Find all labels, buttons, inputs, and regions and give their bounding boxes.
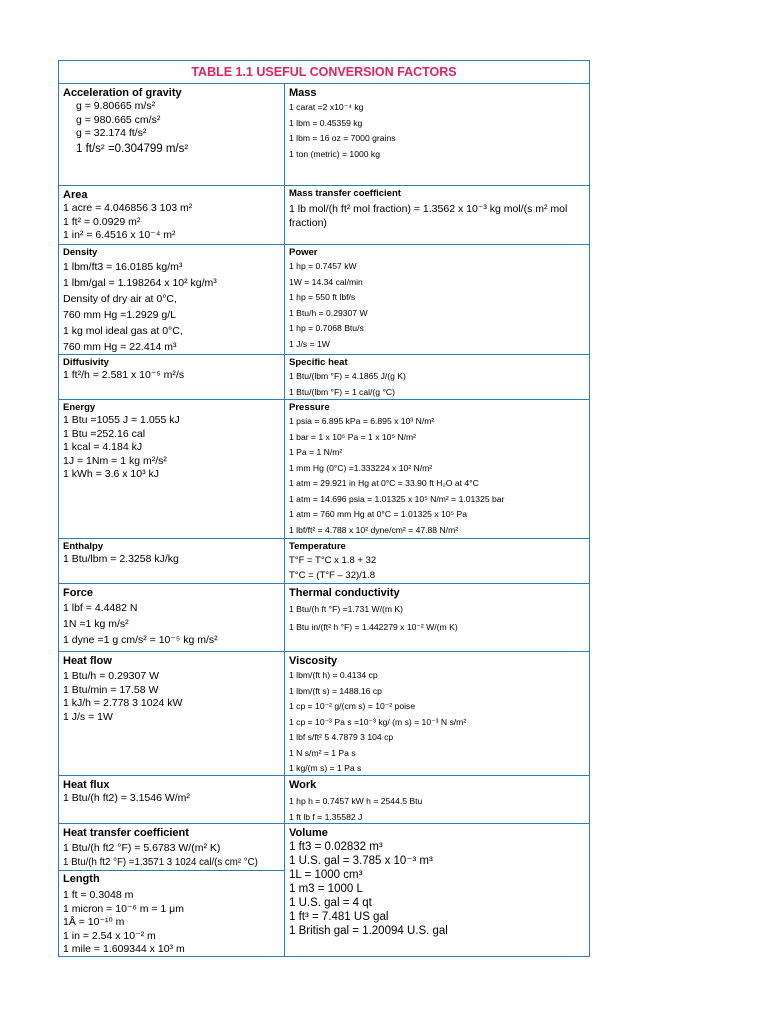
conversion-line: 1 in² = 6.4516 x 10⁻⁴ m²: [63, 229, 176, 241]
conversion-line: 1 cp = 10⁻³ Pa s =10⁻³ kg/ (m s) = 10⁻³ N s/m²: [289, 716, 467, 727]
conversion-line: 1J = 1Nm = 1 kg m²/s²: [63, 454, 167, 467]
section-heading: Work: [289, 779, 317, 791]
section-heading: Temperature: [289, 541, 346, 552]
conversion-line: 1 ton (metric) = 1000 kg: [289, 148, 380, 159]
table-row: [59, 245, 589, 355]
conversion-line: 1 lbf = 4.4482 N: [63, 602, 138, 614]
section-heading: Pressure: [289, 402, 330, 413]
conversion-line: 1 ft/s² =0.304799 m/s²: [76, 142, 189, 155]
conversion-line: 760 mm Hg =1.2929 g/L: [63, 309, 176, 321]
conversion-line: 1 atm = 29.921 in Hg at 0°C = 33.90 ft H₂O at 4°C: [289, 478, 479, 488]
section-heading: Density: [63, 247, 98, 258]
cell-thermal-conductivity: [285, 584, 589, 651]
cell-mass: [285, 84, 589, 185]
conversion-line: 1 British gal = 1.20094 U.S. gal: [289, 925, 448, 937]
cell-heat-transfer-coefficient-and-length: [59, 824, 285, 956]
cell-viscosity: [285, 652, 589, 775]
cell-acceleration-of-gravity: [59, 84, 285, 185]
table-row: [59, 584, 589, 652]
conversion-line: 1 m3 = 1000 L: [289, 883, 363, 895]
section-heading: Area: [63, 189, 88, 201]
conversion-line: 1 Btu/(h ft °F) =1.731 W/(m K): [289, 604, 403, 614]
conversion-line: 1 lbm/gal = 1.198264 x 10² kg/m³: [63, 277, 217, 289]
section-heading: Energy: [63, 402, 96, 413]
cell-enthalpy: [59, 539, 285, 583]
conversion-line: g = 9.80665 m/s²: [76, 100, 156, 112]
conversion-line: 1 lbm/(ft h) = 0.4134 cp: [289, 670, 378, 680]
conversion-line: T°F = T°C x 1.8 + 32: [289, 555, 377, 566]
conversion-line: 1 ft² = 0.0929 m²: [63, 215, 141, 228]
conversion-line: 1 Btu/(h ft2) = 3.1546 W/m²: [63, 792, 190, 804]
section-heading: Mass transfer coefficient: [289, 188, 401, 199]
conversion-line: 1 lbf s/ft² 5 4.7879 3 104 cp: [289, 732, 394, 742]
cell-force: [59, 584, 285, 651]
cell-power: [285, 245, 589, 354]
cell-mass-transfer-coefficient: [285, 186, 589, 244]
conversion-line: 1 lbm = 0.45359 kg: [289, 117, 363, 128]
cell-diffusivity: [59, 355, 285, 399]
section-heading: Heat transfer coefficient: [63, 827, 189, 839]
conversion-line: Density of dry air at 0°C,: [63, 293, 177, 305]
section-heading: Length: [63, 873, 100, 885]
section-heading: Specific heat: [289, 357, 348, 368]
conversion-line: g = 32.174 ft/s²: [76, 127, 147, 139]
section-heading: Viscosity: [289, 655, 338, 667]
table-row: [59, 355, 589, 400]
conversion-line: 1N =1 kg m/s²: [63, 618, 129, 630]
cell-density: [59, 245, 285, 354]
conversion-line: 1 dyne =1 g cm/s² = 10⁻⁵ kg m/s²: [63, 634, 218, 646]
table-row: [59, 400, 589, 539]
section-heading: Heat flow: [63, 655, 112, 667]
conversion-line: 1 Btu in/(ft² h °F) = 1.442279 x 10⁻² W/(m K): [289, 622, 458, 632]
conversion-line: g = 980.665 cm/s²: [76, 113, 161, 126]
cell-specific-heat: [285, 355, 589, 399]
conversion-line: 1 Btu/(h ft2 °F) = 5.6783 W/(m² K): [63, 842, 221, 854]
conversion-line: T°C = (T°F – 32)/1.8: [289, 570, 375, 581]
table-row: [59, 186, 589, 245]
conversion-line: 1 lb mol/(h ft² mol fraction) = 1.3562 x 10⁻³ kg mol/(s m² mol: [289, 203, 568, 215]
conversion-line: 1Å = 10⁻¹⁰ m: [63, 916, 125, 928]
conversion-line: 1 U.S. gal = 4 qt: [289, 897, 372, 909]
conversion-line: 1 kg mol ideal gas at 0°C,: [63, 325, 183, 337]
conversion-line: 1 mile = 1.609344 x 10³ m: [63, 943, 185, 955]
conversion-line: 1 Btu/(lbm °F) = 4.1865 J/(g K): [289, 371, 406, 381]
conversion-line: 1 Btu/h = 0.29307 W: [63, 670, 160, 682]
section-heading: Force: [63, 587, 93, 599]
conversion-line: 1 ft³ = 7.481 US gal: [289, 911, 389, 923]
table-row: [59, 776, 589, 824]
conversion-line: 1W = 14.34 cal/min: [289, 276, 363, 287]
conversion-line: 1L = 1000 cm³: [289, 869, 363, 881]
length-section: [59, 870, 284, 956]
conversion-line: 1 Btu/h = 0.29307 W: [289, 307, 368, 318]
conversion-line: 760 mm Hg = 22.414 m³: [63, 341, 177, 353]
conversion-line: 1 hp = 550 ft lbf/s: [289, 292, 356, 302]
conversion-line: 1 lbf/ft² = 4.788 x 10² dyne/cm² = 47.88 N/m²: [289, 524, 459, 535]
conversion-line: 1 J/s = 1W: [63, 710, 113, 723]
conversion-line: 1 Btu/(h ft2 °F) =1.3571 3 1024 cal/(s cm² °C): [63, 856, 258, 868]
cell-heat-flux: [59, 776, 285, 823]
conversion-line: 1 ft = 0.3048 m: [63, 889, 134, 901]
conversion-line: 1 bar = 1 x 10⁵ Pa = 1 x 10⁵ N/m²: [289, 431, 417, 442]
section-heading: Mass: [289, 87, 317, 99]
conversion-line: 1 lbm = 16 oz = 7000 grains: [289, 133, 396, 143]
conversion-line: 1 ft lb f = 1.35582 J: [289, 811, 363, 822]
conversion-line: 1 U.S. gal = 3.785 x 10⁻³ m³: [289, 855, 433, 867]
cell-heat-flow: [59, 652, 285, 775]
conversion-line: 1 kJ/h = 2.778 3 1024 kW: [63, 697, 183, 709]
section-heading: Volume: [289, 827, 328, 839]
cell-volume: [285, 824, 589, 956]
cell-area: [59, 186, 285, 244]
conversion-line: 1 Btu =252.16 cal: [63, 427, 146, 440]
conversion-line: 1 atm = 14.696 psia = 1.01325 x 10⁵ N/m² = 1.01325 bar: [289, 493, 505, 504]
conversion-line: 1 lbm/ft3 = 16.0185 kg/m³: [63, 261, 183, 273]
conversion-line: 1 Pa = 1 N/m²: [289, 447, 343, 457]
conversion-line: 1 Btu =1055 J = 1.055 kJ: [63, 414, 180, 426]
cell-energy: [59, 400, 285, 538]
section-heading: Thermal conductivity: [289, 587, 400, 599]
table-title: TABLE 1.1 USEFUL CONVERSION FACTORS: [59, 61, 589, 84]
conversion-line: 1 kWh = 3.6 x 10³ kJ: [63, 468, 159, 480]
conversion-line: 1 ft²/h = 2.581 x 10⁻⁵ m²/s: [63, 369, 185, 381]
conversion-line: 1 in = 2.54 x 10⁻² m: [63, 929, 156, 942]
conversion-line: 1 hp h = 0.7457 kW h = 2544.5 Btu: [289, 796, 423, 806]
conversion-line: 1 lbm/(ft s) = 1488.16 cp: [289, 685, 382, 696]
conversion-line: 1 mm Hg (0°C) =1.333224 x 10² N/m²: [289, 462, 433, 473]
conversion-line: 1 micron = 10⁻⁶ m = 1 μm: [63, 902, 184, 915]
section-heading: Power: [289, 247, 318, 258]
conversion-line: 1 hp = 0.7457 kW: [289, 261, 357, 271]
conversion-line: 1 cp = 10⁻² g/(cm s) = 10⁻² poise: [289, 701, 416, 711]
conversion-line: 1 N s/m² = 1 Pa s: [289, 747, 356, 758]
table-row: [59, 652, 589, 776]
section-heading: Diffusivity: [63, 357, 109, 368]
conversion-line: 1 psia = 6.895 kPa = 6.895 x 10³ N/m²: [289, 416, 435, 426]
conversion-line: 1 ft3 = 0.02832 m³: [289, 841, 383, 853]
section-heading: Heat flux: [63, 779, 110, 791]
conversion-line: fraction): [289, 216, 327, 229]
table-row: [59, 824, 589, 956]
table-row: [59, 84, 589, 186]
section-heading: Acceleration of gravity: [63, 87, 182, 99]
conversion-line: 1 kg/(m s) = 1 Pa s: [289, 763, 362, 773]
conversion-line: 1 J/s = 1W: [289, 338, 330, 349]
table-row: [59, 539, 589, 584]
conversion-line: 1 carat =2 x10⁻⁴ kg: [289, 102, 364, 112]
cell-pressure: [285, 400, 589, 538]
cell-work: [285, 776, 589, 823]
conversion-line: 1 Btu/min = 17.58 W: [63, 683, 159, 696]
conversion-line: 1 kcal = 4.184 kJ: [63, 441, 143, 453]
conversion-line: 1 atm = 760 mm Hg at 0°C = 1.01325 x 10⁵ Pa: [289, 509, 468, 519]
conversion-table: [58, 60, 590, 957]
conversion-line: 1 hp = 0.7068 Btu/s: [289, 323, 364, 333]
conversion-line: 1 Btu/(lbm °F) = 1 cal/(g °C): [289, 386, 395, 397]
conversion-line: 1 Btu/lbm = 2.3258 kJ/kg: [63, 553, 179, 565]
conversion-line: 1 acre = 4.046856 3 103 m²: [63, 202, 193, 214]
section-heading: Enthalpy: [63, 541, 104, 552]
cell-temperature: [285, 539, 589, 583]
